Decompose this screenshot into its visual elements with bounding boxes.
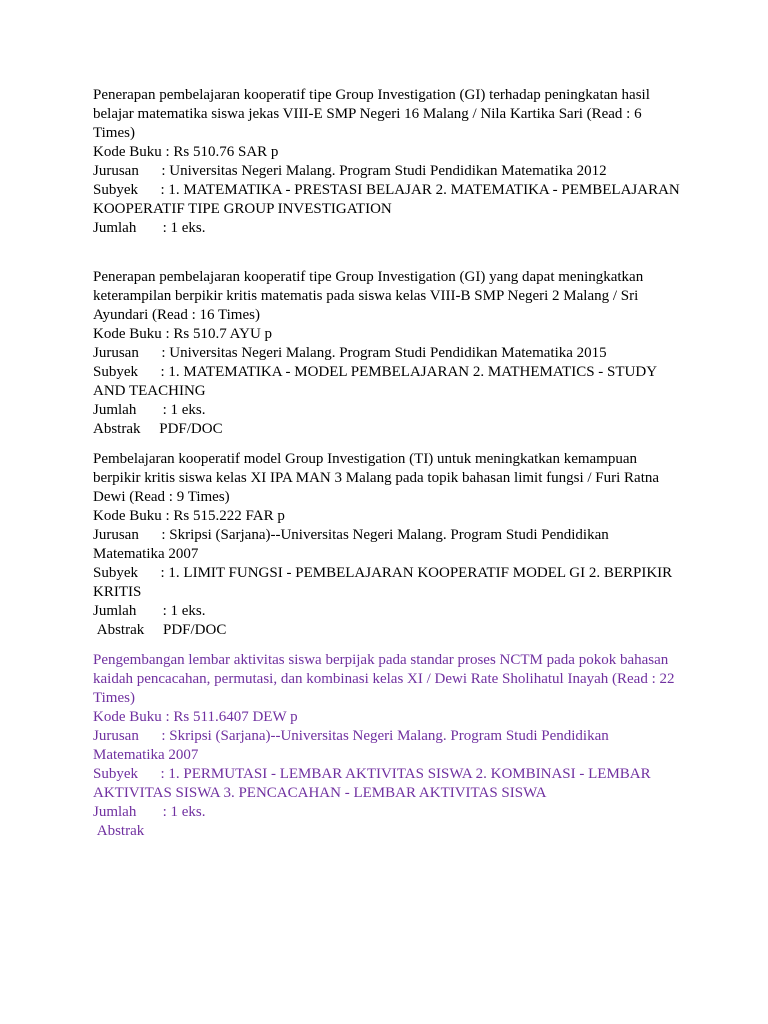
entry-abstrak-link[interactable]: Abstrak PDF/DOC [93,622,227,638]
catalog-entry-4 [93,651,683,841]
catalog-entry-3 [93,450,683,640]
entry-jurusan: Jurusan : Skripsi (Sarjana)--Universitas Negeri Malang. Program Studi Pendidikan Matematika 2007 [93,527,613,562]
entry-jumlah: Jumlah : 1 eks. [93,804,206,820]
entry-title: Pembelajaran kooperatif model Group Investigation (TI) untuk meningkatkan kemampuan berpikir kritis siswa kelas XI IPA MAN 3 Malang pada topik bahasan limit fungsi / Furi Ratna Dewi (Read : 9 Times) [93,451,663,505]
catalog-entry-1 [93,86,683,238]
entry-abstrak-link[interactable]: Abstrak [93,823,145,839]
catalog-entry-2 [93,268,683,439]
entry-jumlah: Jumlah : 1 eks. [93,603,206,619]
entry-jumlah: Jumlah : 1 eks. [93,402,206,418]
entry-subyek: Subyek : 1. LIMIT FUNGSI - PEMBELAJARAN KOOPERATIF MODEL GI 2. BERPIKIR KRITIS [93,565,676,600]
entry-jurusan: Jurusan : Universitas Negeri Malang. Program Studi Pendidikan Matematika 2012 [93,163,607,179]
entry-title: Penerapan pembelajaran kooperatif tipe Group Investigation (GI) terhadap peningkatan hasil belajar matematika siswa jekas VIII-E SMP Negeri 16 Malang / Nila Kartika Sari (Read : 6 Times) [93,87,654,141]
entry-title: Penerapan pembelajaran kooperatif tipe Group Investigation (GI) yang dapat meningkatkan keterampilan berpikir kritis matematis pada siswa kelas VIII-B SMP Negeri 2 Malang / Sri Ayundari (Read : 16 Times) [93,269,647,323]
entry-jurusan: Jurusan : Universitas Negeri Malang. Program Studi Pendidikan Matematika 2015 [93,345,607,361]
entry-subyek: Subyek : 1. PERMUTASI - LEMBAR AKTIVITAS SISWA 2. KOMBINASI - LEMBAR AKTIVITAS SISWA 3. PENCACAHAN - LEMBAR AKTIVITAS SISWA [93,766,654,801]
entry-separator [93,439,683,450]
entry-subyek: Subyek : 1. MATEMATIKA - PRESTASI BELAJAR 2. MATEMATIKA - PEMBELAJARAN KOOPERATIF TIPE GROUP INVESTIGATION [93,182,684,217]
entry-kode-buku: Kode Buku : Rs 510.76 SAR p [93,144,279,160]
entry-abstrak-link[interactable]: Abstrak PDF/DOC [93,421,223,437]
entry-kode-buku: Kode Buku : Rs 515.222 FAR p [93,508,285,524]
entry-jumlah: Jumlah : 1 eks. [93,220,206,236]
document-page [93,86,683,841]
entry-jurusan: Jurusan : Skripsi (Sarjana)--Universitas Negeri Malang. Program Studi Pendidikan Matematika 2007 [93,728,613,763]
entry-kode-buku: Kode Buku : Rs 510.7 AYU p [93,326,273,342]
entry-separator [93,640,683,651]
entry-kode-buku: Kode Buku : Rs 511.6407 DEW p [93,709,298,725]
entry-title: Pengembangan lembar aktivitas siswa berpijak pada standar proses NCTM pada pokok bahasan kaidah pencacahan, permutasi, dan kombinasi kelas XI / Dewi Rate Sholihatul Inayah (Read : 22 Times) [93,652,678,706]
entry-separator [93,238,683,268]
entry-subyek: Subyek : 1. MATEMATIKA - MODEL PEMBELAJARAN 2. MATHEMATICS - STUDY AND TEACHING [93,364,660,399]
